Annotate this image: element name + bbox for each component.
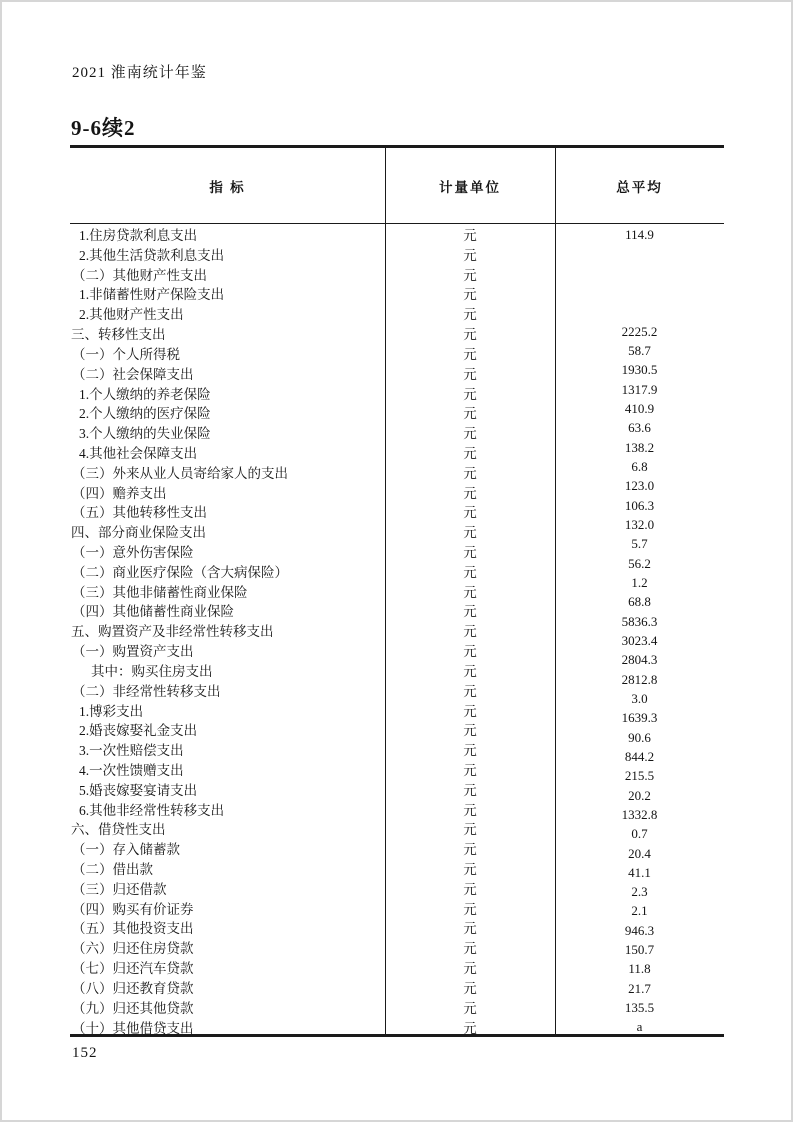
indicator-column bbox=[70, 226, 385, 1038]
row-value: 3.0 bbox=[631, 690, 648, 706]
row-unit: 元 bbox=[463, 703, 477, 719]
row-label: 3.个人缴纳的失业保险 bbox=[79, 426, 211, 442]
row-label: 6.其他非经常性转移支出 bbox=[79, 802, 225, 818]
row-label: 4.一次性馈赠支出 bbox=[79, 762, 184, 778]
row-label: 4.其他社会保障支出 bbox=[79, 445, 198, 461]
row-label: （二）其他财产性支出 bbox=[72, 267, 207, 283]
row-label: 六、借贷性支出 bbox=[71, 822, 166, 838]
row-value: a bbox=[636, 1019, 643, 1035]
row-label: （四）购买有价证券 bbox=[72, 901, 194, 917]
book-title: 2021 淮南统计年鉴 bbox=[72, 65, 207, 81]
row-value: 5.7 bbox=[631, 536, 648, 552]
row-value: 150.7 bbox=[624, 942, 655, 958]
row-unit: 元 bbox=[463, 1020, 477, 1036]
row-unit: 元 bbox=[463, 862, 477, 877]
row-unit: 元 bbox=[463, 564, 477, 580]
row-unit: 元 bbox=[463, 247, 477, 263]
row-unit: 元 bbox=[463, 881, 477, 897]
row-value: 20.2 bbox=[628, 787, 651, 803]
row-unit: 元 bbox=[463, 406, 477, 422]
row-unit: 元 bbox=[463, 683, 477, 699]
row-unit: 元 bbox=[463, 228, 477, 243]
row-value: 56.2 bbox=[628, 555, 651, 571]
row-unit: 元 bbox=[463, 723, 477, 739]
row-unit: 元 bbox=[463, 485, 477, 501]
column-header-average: 总平均 bbox=[616, 179, 663, 195]
row-unit: 元 bbox=[463, 386, 477, 402]
row-label: （七）归还汽车贷款 bbox=[72, 961, 194, 977]
row-unit: 元 bbox=[463, 961, 477, 977]
row-unit: 元 bbox=[463, 366, 477, 382]
row-label: 1.住房贷款利息支出 bbox=[79, 228, 198, 243]
row-unit: 元 bbox=[463, 346, 477, 362]
row-value: 123.0 bbox=[624, 478, 655, 494]
row-unit: 元 bbox=[463, 545, 477, 560]
column-header-indicator: 指 标 bbox=[209, 179, 246, 195]
row-unit: 元 bbox=[463, 505, 477, 521]
row-unit: 元 bbox=[463, 980, 477, 996]
row-label: （一）购置资产支出 bbox=[72, 644, 194, 660]
row-value: 1930.5 bbox=[621, 362, 658, 378]
row-value: 2.3 bbox=[631, 884, 648, 900]
row-label: （一）意外伤害保险 bbox=[72, 545, 194, 560]
row-label: 2.婚丧嫁娶礼金支出 bbox=[79, 723, 198, 739]
row-unit: 元 bbox=[463, 426, 477, 442]
row-unit: 元 bbox=[463, 802, 477, 818]
row-label: （二）商业医疗保险（含大病保险） bbox=[72, 564, 288, 580]
row-label: （一）个人所得税 bbox=[72, 346, 180, 362]
row-label: 其中：购买住房支出 bbox=[91, 663, 213, 679]
row-unit: 元 bbox=[463, 624, 477, 640]
unit-column bbox=[385, 226, 555, 1038]
row-label: 2.个人缴纳的医疗保险 bbox=[79, 406, 211, 422]
row-unit: 元 bbox=[463, 327, 477, 343]
row-label: （二）非经常性转移支出 bbox=[72, 683, 221, 699]
row-label: 5.婚丧嫁娶宴请支出 bbox=[79, 782, 198, 798]
row-value: 2804.3 bbox=[621, 652, 658, 668]
row-value: 2225.2 bbox=[621, 323, 658, 339]
row-value: 410.9 bbox=[624, 400, 655, 416]
row-label: 五、购置资产及非经常性转移支出 bbox=[71, 624, 274, 640]
row-unit: 元 bbox=[463, 822, 477, 838]
row-label: 2.其他生活贷款利息支出 bbox=[79, 247, 225, 263]
row-label: （四）其他储蓄性商业保险 bbox=[72, 604, 234, 620]
row-value bbox=[555, 283, 724, 302]
row-unit: 元 bbox=[463, 307, 477, 323]
row-label: 3.一次性赔偿支出 bbox=[79, 743, 184, 759]
row-value bbox=[555, 264, 724, 283]
row-value: 844.2 bbox=[624, 748, 655, 764]
statistical-table bbox=[70, 145, 724, 1037]
row-value bbox=[555, 244, 724, 263]
column-divider-2 bbox=[555, 148, 556, 1034]
row-unit: 元 bbox=[463, 782, 477, 798]
value-column bbox=[555, 225, 724, 1037]
row-value: 1.2 bbox=[631, 574, 648, 590]
row-unit: 元 bbox=[463, 941, 477, 957]
row-value: 6.8 bbox=[631, 458, 648, 474]
row-value: 90.6 bbox=[628, 729, 651, 745]
row-value: 1332.8 bbox=[621, 806, 658, 822]
row-value: 63.6 bbox=[628, 420, 651, 436]
table-number: 9-6续2 bbox=[71, 116, 136, 140]
row-value: 41.1 bbox=[628, 864, 651, 880]
row-unit: 元 bbox=[463, 267, 477, 283]
row-value: 21.7 bbox=[628, 980, 651, 996]
row-unit: 元 bbox=[463, 663, 477, 679]
table-header-row bbox=[70, 148, 724, 224]
row-label: （二）借出款 bbox=[72, 862, 153, 877]
row-value: 2.1 bbox=[631, 903, 648, 919]
row-value: 3023.4 bbox=[621, 632, 658, 648]
row-unit: 元 bbox=[463, 644, 477, 660]
row-value: 114.9 bbox=[625, 227, 654, 242]
row-unit: 元 bbox=[463, 604, 477, 620]
row-value: 58.7 bbox=[628, 342, 651, 358]
row-label: （九）归还其他贷款 bbox=[72, 1000, 194, 1016]
row-value: 1639.3 bbox=[621, 710, 658, 726]
row-unit: 元 bbox=[463, 1000, 477, 1016]
row-value: 68.8 bbox=[628, 594, 651, 610]
column-header-unit: 计量单位 bbox=[439, 179, 501, 195]
row-value: 135.5 bbox=[624, 1000, 655, 1016]
row-unit: 元 bbox=[463, 762, 477, 778]
table-body bbox=[70, 224, 724, 1034]
row-label: （二）社会保障支出 bbox=[72, 366, 194, 382]
row-value: 5836.3 bbox=[621, 613, 658, 629]
row-label: （十）其他借贷支出 bbox=[72, 1020, 194, 1036]
column-divider-1 bbox=[385, 148, 386, 1034]
row-unit: 元 bbox=[463, 584, 477, 600]
row-unit: 元 bbox=[463, 743, 477, 759]
row-value: 20.4 bbox=[628, 845, 651, 861]
row-value: 132.0 bbox=[624, 516, 655, 532]
row-label: （三）其他非储蓄性商业保险 bbox=[72, 584, 248, 600]
row-unit: 元 bbox=[463, 287, 477, 303]
row-value: 1317.9 bbox=[621, 381, 658, 397]
row-unit: 元 bbox=[463, 445, 477, 461]
row-label: 四、部分商业保险支出 bbox=[71, 525, 206, 541]
row-label: （六）归还住房贷款 bbox=[72, 941, 194, 957]
row-unit: 元 bbox=[463, 525, 477, 541]
row-unit: 元 bbox=[463, 842, 477, 858]
row-value: 215.5 bbox=[624, 768, 655, 784]
row-value: 11.8 bbox=[628, 961, 651, 977]
row-label: （三）外来从业人员寄给家人的支出 bbox=[72, 465, 288, 481]
row-label: （五）其他转移性支出 bbox=[72, 505, 207, 521]
row-label: （四）赡养支出 bbox=[72, 485, 167, 501]
row-label: 1.非储蓄性财产保险支出 bbox=[79, 287, 225, 303]
row-label: （三）归还借款 bbox=[72, 881, 167, 897]
page-number: 152 bbox=[72, 1045, 98, 1061]
row-label: 1.个人缴纳的养老保险 bbox=[79, 386, 211, 402]
row-label: （五）其他投资支出 bbox=[72, 921, 194, 937]
row-label: 三、转移性支出 bbox=[71, 327, 166, 343]
row-label: （八）归还教育贷款 bbox=[72, 980, 194, 996]
row-unit: 元 bbox=[463, 901, 477, 917]
row-value: 138.2 bbox=[624, 439, 655, 455]
row-unit: 元 bbox=[463, 921, 477, 937]
row-label: （一）存入储蓄款 bbox=[72, 842, 180, 858]
row-value: 2812.8 bbox=[621, 671, 658, 687]
row-label: 2.其他财产性支出 bbox=[79, 307, 184, 323]
row-value: 106.3 bbox=[624, 497, 655, 513]
row-value bbox=[555, 302, 724, 321]
row-label: 1.博彩支出 bbox=[79, 703, 144, 719]
row-value: 946.3 bbox=[624, 922, 655, 938]
row-value: 0.7 bbox=[631, 826, 648, 842]
row-unit: 元 bbox=[463, 465, 477, 481]
